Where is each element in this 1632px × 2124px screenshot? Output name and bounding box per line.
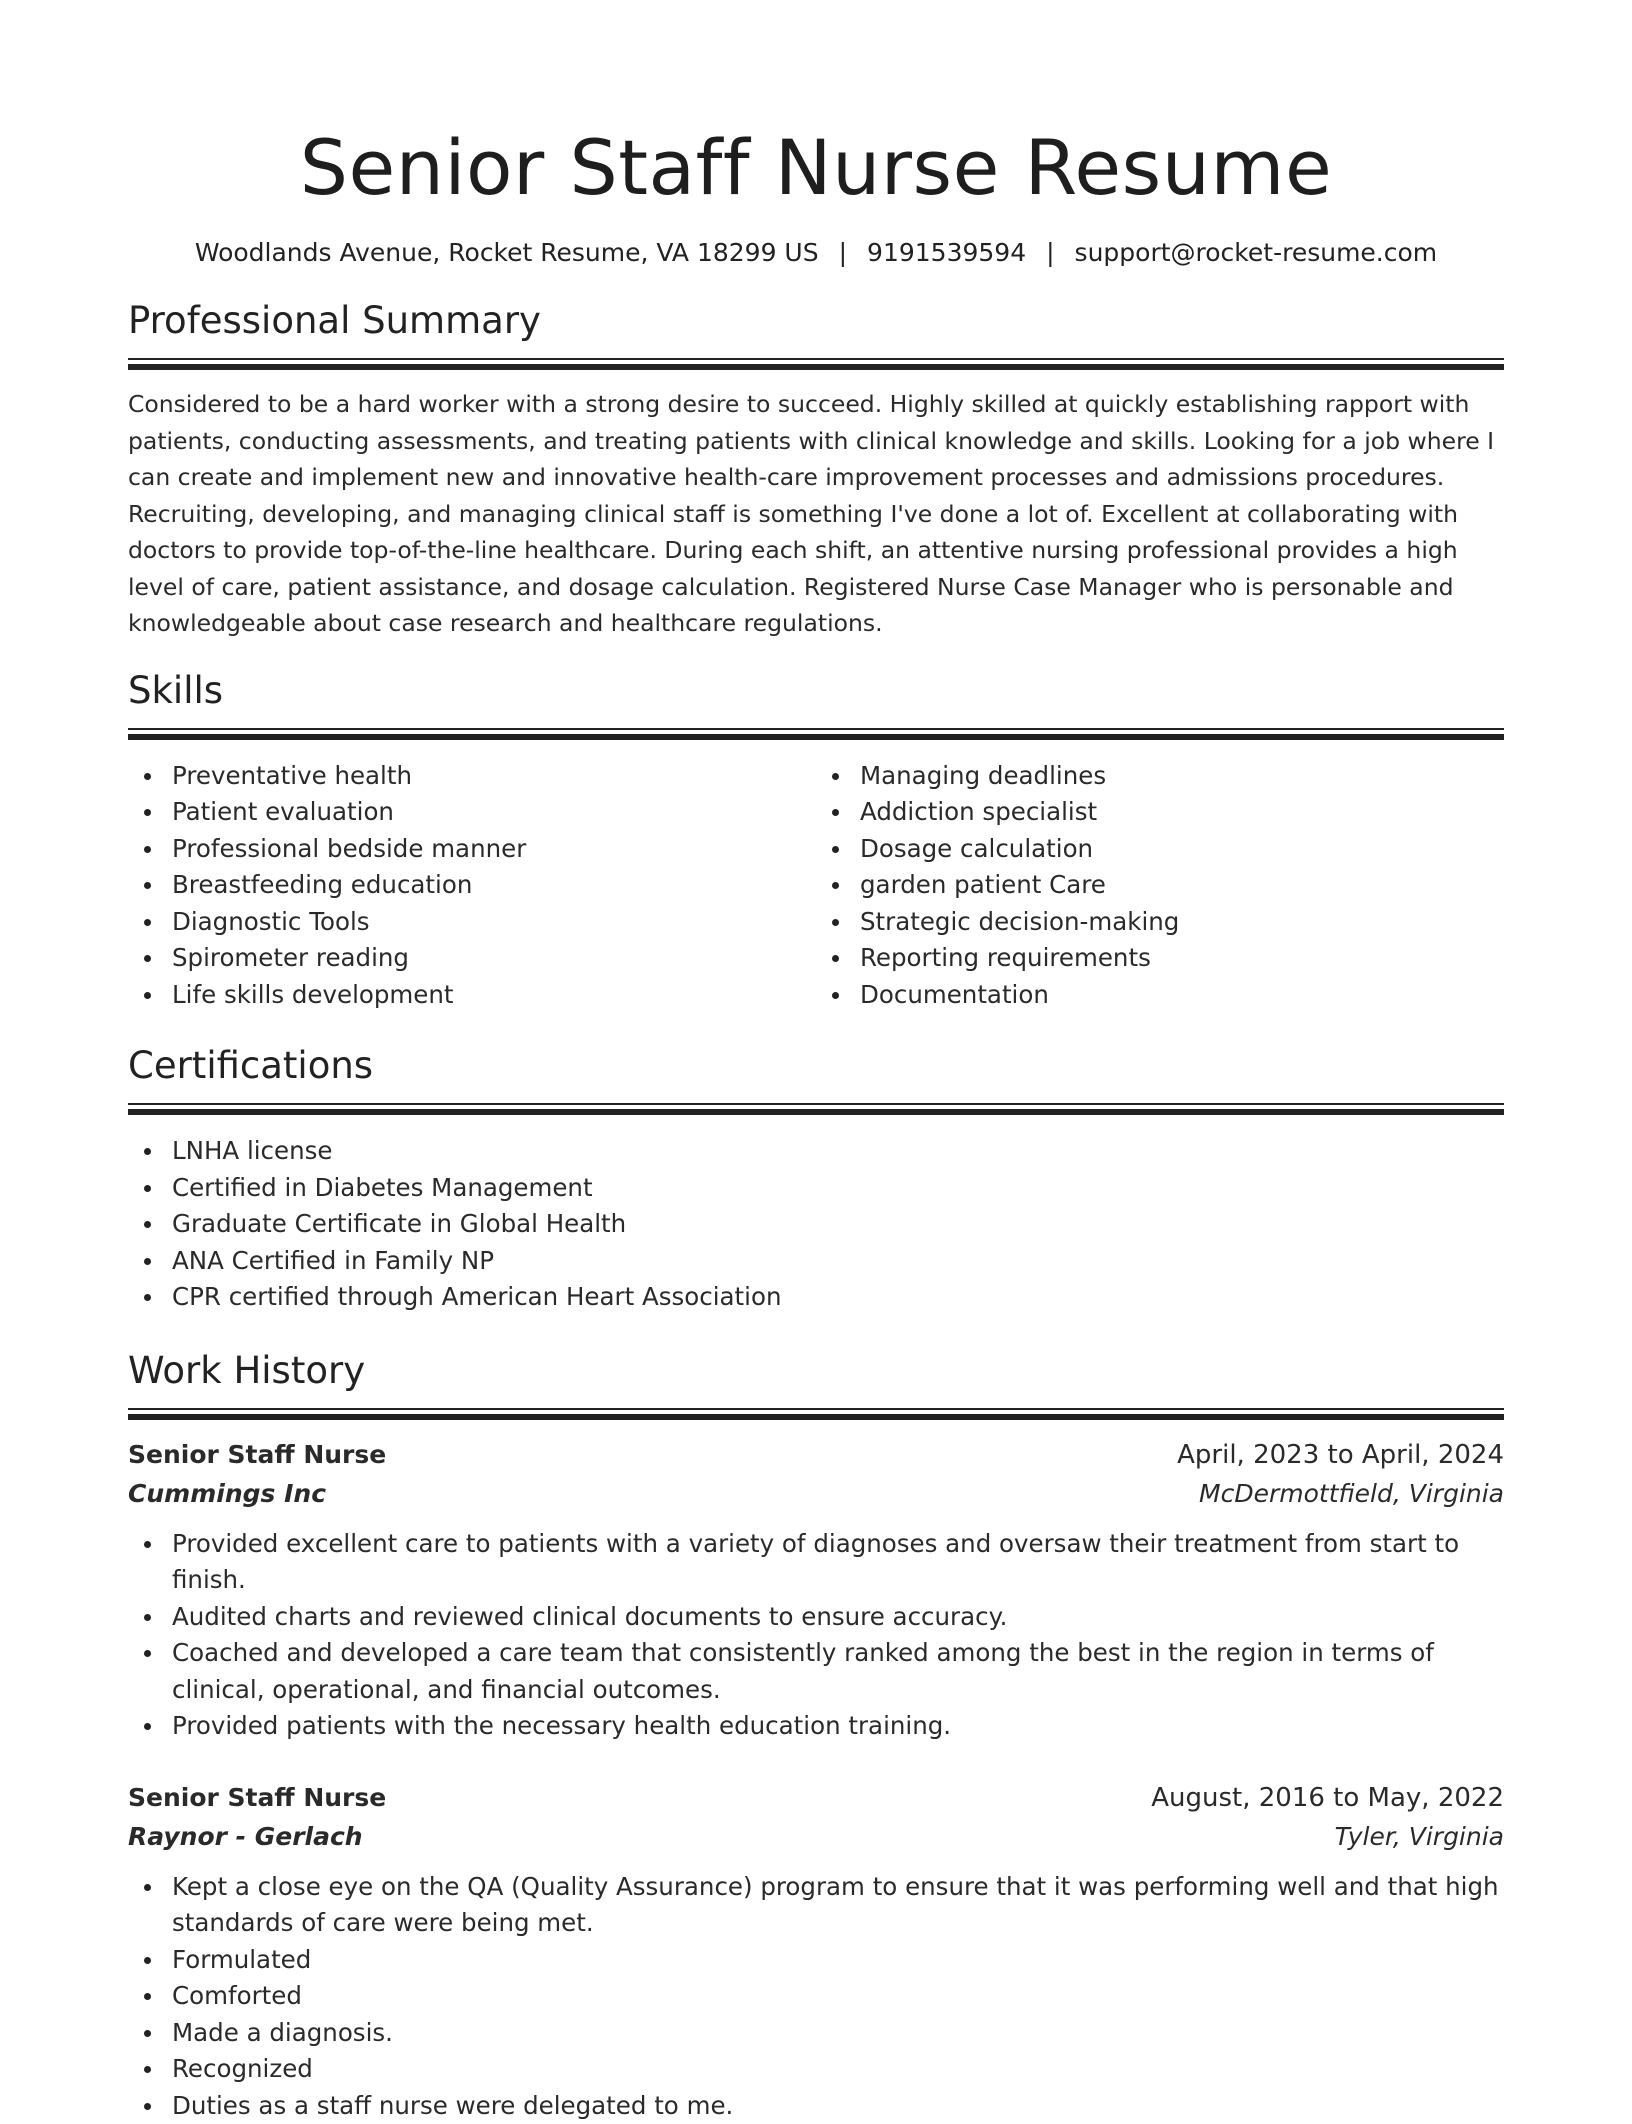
contact-separator: | <box>1026 236 1074 270</box>
skill-item: Reporting requirements <box>816 940 1504 977</box>
job-bullet: Provided patients with the necessary health education training. <box>128 1708 1504 1745</box>
job-location: Tyler, Virginia <box>1335 1817 1504 1857</box>
skills-section <box>128 668 1504 1014</box>
job-subheader <box>128 1474 1504 1514</box>
section-divider <box>128 1103 1504 1115</box>
work-history-section <box>128 1348 1504 2124</box>
job-dates: April, 2023 to April, 2024 <box>1177 1436 1504 1474</box>
job-bullets <box>128 1869 1504 2124</box>
job-entry <box>128 1779 1504 2124</box>
skill-item: Patient evaluation <box>128 794 816 831</box>
job-bullet: Provided excellent care to patients with a variety of diagnoses and oversaw their treatment from start to finish. <box>128 1526 1504 1599</box>
skill-item: Managing deadlines <box>816 758 1504 795</box>
job-title: Senior Staff Nurse <box>128 1779 386 1817</box>
resume-title: Senior Staff Nurse Resume <box>128 122 1504 214</box>
contact-address: Woodlands Avenue, Rocket Resume, VA 18299 US <box>195 238 819 267</box>
job-company: Cummings Inc <box>128 1474 326 1514</box>
skill-item: Life skills development <box>128 977 816 1014</box>
job-bullet: Audited charts and reviewed clinical documents to ensure accuracy. <box>128 1599 1504 1636</box>
skills-list-right <box>816 758 1504 1014</box>
skill-item: Spirometer reading <box>128 940 816 977</box>
certifications-section <box>128 1043 1504 1316</box>
job-entry <box>128 1436 1504 1745</box>
section-divider <box>128 728 1504 740</box>
job-location: McDermottfield, Virginia <box>1199 1474 1504 1514</box>
job-title: Senior Staff Nurse <box>128 1436 386 1474</box>
skill-item: Preventative health <box>128 758 816 795</box>
certifications-list <box>128 1133 1504 1316</box>
section-heading-skills: Skills <box>128 668 1504 714</box>
skills-grid <box>128 758 1504 1014</box>
certification-item: CPR certified through American Heart Association <box>128 1279 1504 1316</box>
skill-item: Documentation <box>816 977 1504 1014</box>
contact-phone: 9191539594 <box>867 238 1026 267</box>
certification-item: LNHA license <box>128 1133 1504 1170</box>
skills-list-left <box>128 758 816 1014</box>
skill-item: Professional bedside manner <box>128 831 816 868</box>
job-header <box>128 1436 1504 1474</box>
section-divider <box>128 1408 1504 1420</box>
section-heading-work-history: Work History <box>128 1348 1504 1394</box>
contact-line <box>128 236 1504 270</box>
section-heading-certifications: Certifications <box>128 1043 1504 1089</box>
certification-item: Graduate Certificate in Global Health <box>128 1206 1504 1243</box>
job-header <box>128 1779 1504 1817</box>
contact-separator: | <box>819 236 867 270</box>
job-bullet: Recognized <box>128 2051 1504 2088</box>
job-bullet: Formulated <box>128 1942 1504 1979</box>
contact-email: support@rocket-resume.com <box>1075 238 1438 267</box>
skill-item: garden patient Care <box>816 867 1504 904</box>
job-bullet: Made a diagnosis. <box>128 2015 1504 2052</box>
section-divider <box>128 358 1504 370</box>
job-dates: August, 2016 to May, 2022 <box>1151 1779 1504 1817</box>
job-subheader <box>128 1817 1504 1857</box>
summary-section <box>128 298 1504 642</box>
job-company: Raynor - Gerlach <box>128 1817 363 1857</box>
skill-item: Strategic decision-making <box>816 904 1504 941</box>
job-bullets <box>128 1526 1504 1745</box>
summary-text: Considered to be a hard worker with a strong desire to succeed. Highly skilled at quickly establishing rapport with patients, conducting assessments, and treating patients with clinical knowledge and skills. Looking for a job where I can create and implement new and innovative health-care improvement processes and admissions procedures. Recruiting, developing, and managing clinical staff is something I've done a lot of. Excellent at collaborating with doctors to provide top-of-the-line healthcare. During each shift, an attentive nursing professional provides a high level of care, patient assistance, and dosage calculation. Registered Nurse Case Manager who is personable and knowledgeable about case research and healthcare regulations. <box>128 386 1504 642</box>
section-heading-summary: Professional Summary <box>128 298 1504 344</box>
job-bullet: Coached and developed a care team that consistently ranked among the best in the region in terms of clinical, operational, and financial outcomes. <box>128 1635 1504 1708</box>
certification-item: Certified in Diabetes Management <box>128 1170 1504 1207</box>
job-bullet: Kept a close eye on the QA (Quality Assurance) program to ensure that it was performing well and that high standards of care were being met. <box>128 1869 1504 1942</box>
job-bullet: Comforted <box>128 1978 1504 2015</box>
skill-item: Dosage calculation <box>816 831 1504 868</box>
skill-item: Addiction specialist <box>816 794 1504 831</box>
job-bullet: Duties as a staff nurse were delegated to me. <box>128 2088 1504 2124</box>
skill-item: Breastfeeding education <box>128 867 816 904</box>
certification-item: ANA Certified in Family NP <box>128 1243 1504 1280</box>
skill-item: Diagnostic Tools <box>128 904 816 941</box>
